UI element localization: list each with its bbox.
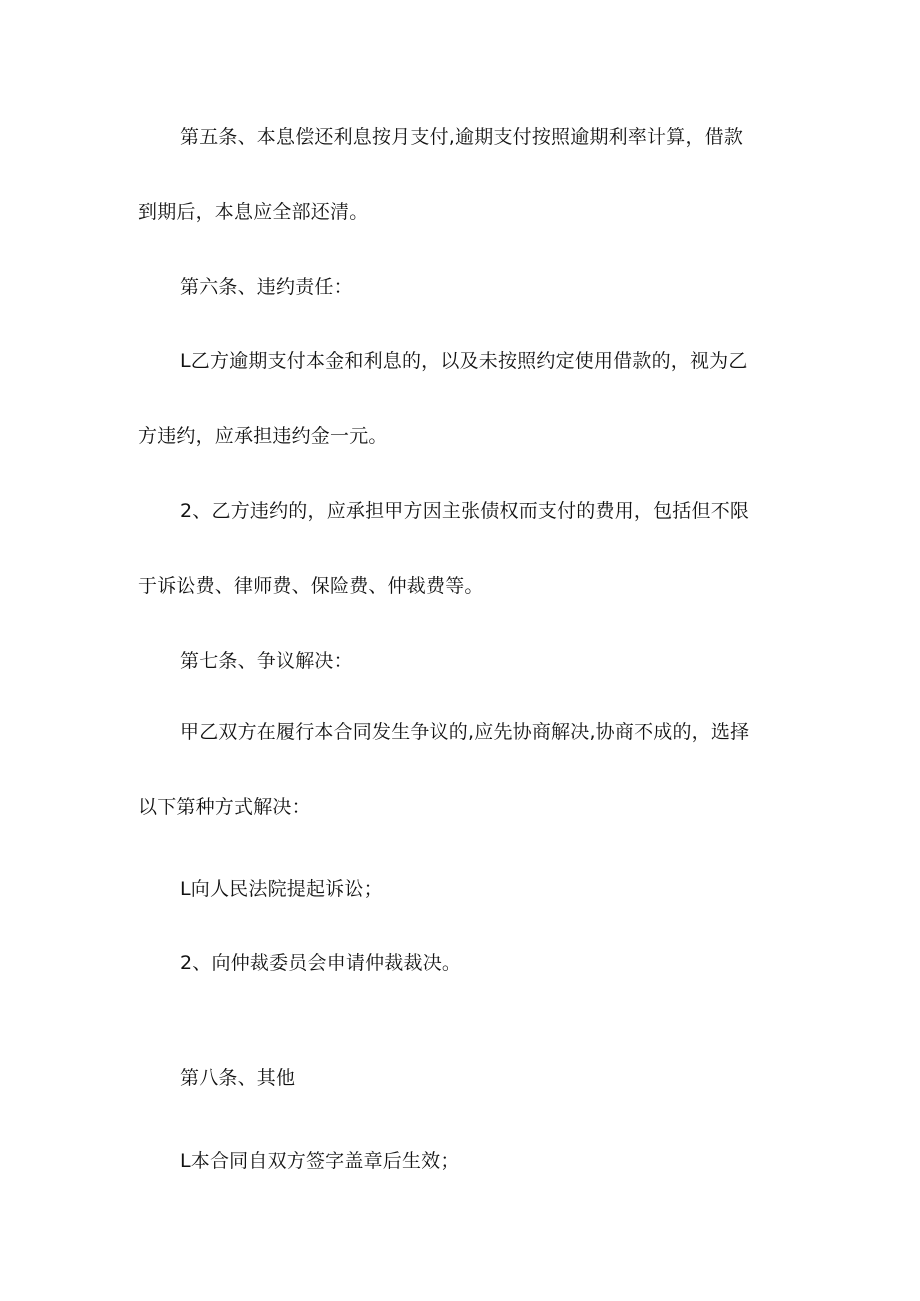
article-7-text-line-2: 以下第种方式解决： bbox=[138, 796, 311, 818]
article-8-item-1: L本合同自双方签字盖章后生效； bbox=[180, 1150, 460, 1172]
article-5-text-line-2: 到期后，本息应全部还清。 bbox=[138, 201, 369, 223]
article-8-heading: 第八条、其他 bbox=[180, 1067, 296, 1089]
article-7-heading: 第七条、争议解决： bbox=[180, 650, 353, 672]
article-7-option-2: 2、向仲裁委员会申请仲裁裁决。 bbox=[180, 952, 462, 974]
article-6-item-2-line-1: 2、乙方违约的，应承担甲方因主张债权而支付的费用，包括但不限 bbox=[180, 500, 750, 522]
article-6-heading: 第六条、违约责任： bbox=[180, 276, 353, 298]
article-6-item-1-line-1: L乙方逾期支付本金和利息的，以及未按照约定使用借款的，视为乙 bbox=[180, 350, 748, 372]
article-5-text-line-1: 第五条、本息偿还利息按月支付,逾期支付按照逾期利率计算，借款 bbox=[180, 126, 744, 148]
article-6-item-2-line-2: 于诉讼费、律师费、保险费、仲裁费等。 bbox=[138, 575, 484, 597]
article-7-option-1: L向人民法院提起诉讼； bbox=[180, 878, 383, 900]
article-6-item-1-line-2: 方违约，应承担违约金一元。 bbox=[138, 425, 388, 447]
article-7-text-line-1: 甲乙双方在履行本合同发生争议的,应先协商解决,协商不成的，选择 bbox=[180, 721, 750, 743]
